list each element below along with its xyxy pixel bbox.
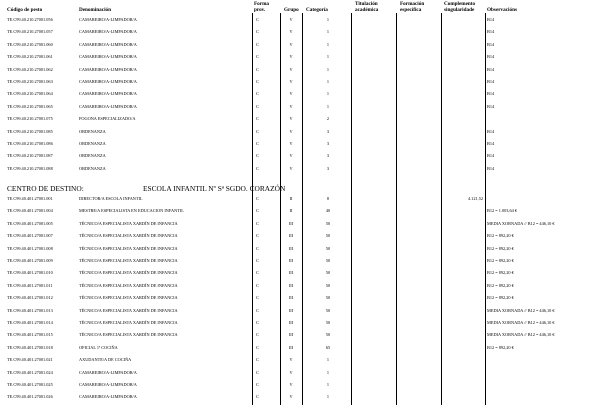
cell-grupo: V	[289, 66, 293, 72]
cell-denominacion: DIRECTOR/A ESCOLA INFANTIL	[79, 196, 143, 201]
header-categoria: Categoría	[306, 7, 328, 13]
cell-codigo: TE.C99.40.210.27001.075	[7, 116, 53, 122]
table-row	[0, 64, 615, 76]
table-row	[0, 267, 615, 279]
cell-codigo: TE.C99.40.401.27001.007	[7, 233, 53, 239]
cell-forma: C	[256, 282, 259, 288]
cell-codigo: TE.C99.40.401.27001.021	[7, 357, 53, 363]
cell-categoria: 50	[325, 258, 331, 263]
cell-grupo: III	[288, 307, 294, 313]
cell-observaciones: B14	[487, 165, 495, 171]
table-row	[0, 39, 615, 51]
cell-forma: C	[256, 258, 259, 263]
cell-grupo: III	[288, 245, 294, 251]
table-row	[0, 243, 615, 255]
cell-forma: C	[256, 320, 259, 325]
cell-codigo: TE.C99.40.401.27001.012	[7, 295, 53, 301]
cell-denominacion: TÉCNICO/A ESPECIALISTA XARDÍN DE INFANCIA	[79, 233, 178, 239]
cell-denominacion: CAMAREIRO/A-LIMPADOR/A	[79, 103, 137, 109]
cell-denominacion: CAMAREIRO/A-LIMPADOR/A	[79, 41, 137, 47]
cell-grupo: V	[289, 153, 293, 159]
cell-grupo: V	[289, 54, 293, 60]
header-denominacion: Denominación	[79, 7, 111, 13]
cell-denominacion: FOGONA ESPECIALIZADO/A	[79, 116, 136, 122]
cell-categoria: 50	[325, 307, 331, 313]
cell-codigo: TE.C99.40.210.27001.064	[7, 91, 53, 97]
cell-observaciones: B12 = 892,20 €	[487, 295, 514, 301]
cell-grupo: V	[289, 29, 293, 35]
cell-denominacion: ORDENANZA	[79, 128, 106, 134]
cell-grupo: III	[288, 282, 294, 288]
cell-codigo: TE.C99.40.210.27001.057	[7, 29, 53, 35]
cell-grupo: V	[289, 91, 293, 97]
cell-categoria: 1	[326, 41, 330, 47]
cell-grupo: III	[288, 270, 294, 276]
cell-denominacion: TÉCNICO/A ESPECIALISTA XARDÍN DE INFANCIA	[79, 220, 178, 226]
cell-observaciones: B14	[487, 29, 495, 35]
cell-forma: C	[256, 116, 259, 122]
cell-grupo: V	[289, 41, 293, 47]
cell-denominacion: ORDENANZA	[79, 141, 106, 146]
cell-denominacion: TÉCNICO/A ESPECIALISTA XARDÍN DE INFANCIA	[79, 307, 178, 313]
table-row	[0, 280, 615, 292]
cell-forma: C	[256, 332, 259, 338]
cell-denominacion: CAMAREIRO/A-LIMPADOR/A	[79, 91, 137, 97]
cell-codigo: TE.C99.40.210.27001.065	[7, 103, 53, 109]
cell-grupo: III	[288, 295, 294, 301]
cell-codigo: TE.C99.40.210.27001.063	[7, 79, 53, 84]
cell-forma: C	[256, 357, 259, 363]
table-row	[0, 113, 615, 125]
cell-categoria: 3	[326, 153, 330, 159]
cell-forma: C	[256, 128, 259, 134]
cell-codigo: TE.C99.40.401.27001.018	[7, 344, 53, 350]
cell-forma: C	[256, 220, 259, 226]
table-row	[0, 51, 615, 63]
cell-categoria: 3	[326, 141, 330, 146]
cell-forma: C	[256, 29, 259, 35]
cell-forma: C	[256, 66, 259, 72]
cell-grupo: III	[288, 332, 294, 338]
cell-denominacion: TÉCNICO/A ESPECIALISTA XARDÍN DE INFANCIA	[79, 320, 178, 325]
table-row	[0, 101, 615, 113]
cell-forma: C	[256, 79, 259, 84]
cell-forma: C	[256, 153, 259, 159]
cell-denominacion: CAMAREIRO/A-LIMPADOR/A	[79, 29, 137, 35]
cell-categoria: 1	[326, 29, 330, 35]
cell-codigo: TE.C99.40.401.27001.015	[7, 332, 53, 338]
cell-grupo: V	[289, 382, 293, 387]
header-formacion: Formación específica	[400, 1, 425, 13]
table-row	[0, 76, 615, 88]
cell-codigo: TE.C99.40.401.27001.010	[7, 270, 53, 276]
cell-denominacion: CAMAREIRO/A-LIMPADOR/A	[79, 66, 137, 72]
cell-codigo: TE.C99.40.210.27001.062	[7, 66, 53, 72]
cell-denominacion: TÉCNICO/A ESPECIALISTA XARDÍN DE INFANCIA	[79, 282, 178, 288]
cell-codigo: TE.C99.40.401.27001.001	[7, 196, 53, 201]
cell-observaciones: B14	[487, 79, 495, 84]
cell-forma: C	[256, 103, 259, 109]
table-row	[0, 218, 615, 230]
table-row	[0, 138, 615, 150]
cell-codigo: TE.C99.40.210.27001.085	[7, 128, 53, 134]
cell-codigo: TE.C99.40.210.27001.056	[7, 17, 53, 22]
cell-forma: C	[256, 91, 259, 97]
table-row	[0, 305, 615, 317]
cell-observaciones: MEDIA XORNADA // B12 = 446,10 €	[487, 307, 555, 313]
cell-codigo: TE.C99.40.401.27001.025	[7, 382, 53, 387]
cell-observaciones: B12 = 892,20 €	[487, 245, 514, 251]
cell-denominacion: CAMAREIRO/A-LIMPADOR/A	[79, 54, 137, 60]
cell-grupo: III	[288, 344, 294, 350]
cell-grupo: V	[289, 165, 293, 171]
cell-observaciones: MEDIA XORNADA // B12 = 446,10 €	[487, 332, 555, 338]
cell-codigo: TE.C99.40.401.27001.004	[7, 208, 53, 214]
cell-forma: C	[256, 344, 259, 350]
cell-grupo: V	[289, 357, 293, 363]
cell-categoria: 50	[325, 282, 331, 288]
cell-observaciones: B12 = 892,20 €	[487, 258, 514, 263]
cell-codigo: TE.C99.40.401.27001.013	[7, 307, 53, 313]
cell-categoria: 1	[326, 91, 330, 97]
cell-observaciones: MEDIA XORNADA // B12 = 446,10 €	[487, 320, 555, 325]
cell-categoria: 50	[325, 332, 331, 338]
cell-categoria: 50	[325, 270, 331, 276]
cell-categoria: 1	[326, 394, 330, 400]
cell-codigo: TE.C99.40.401.27001.011	[7, 282, 53, 288]
cell-grupo: V	[289, 394, 293, 400]
cell-forma: C	[256, 270, 259, 276]
cell-codigo: TE.C99.40.401.27001.026	[7, 394, 53, 400]
cell-denominacion: CAMAREIRO/A-LIMPADOR/A	[79, 382, 137, 387]
cell-forma: C	[256, 141, 259, 146]
cell-denominacion: CAMAREIRO/A-LIMPADOR/A	[79, 17, 137, 22]
cell-observaciones: B14	[487, 153, 495, 159]
cell-observaciones: B14	[487, 66, 495, 72]
cell-observaciones: B12 = 892,20 €	[487, 233, 514, 239]
cell-observaciones: B14	[487, 17, 495, 22]
cell-observaciones: B14	[487, 41, 495, 47]
cell-categoria: 1	[326, 66, 330, 72]
cell-codigo: TE.C99.40.210.27001.087	[7, 153, 53, 159]
cell-observaciones: B14	[487, 141, 495, 146]
cell-complemento: 4.121,52	[467, 196, 483, 201]
cell-forma: C	[256, 233, 259, 239]
table-row	[0, 379, 615, 391]
cell-denominacion: AXUDANTE/A DE COCIÑA	[79, 357, 132, 363]
cell-codigo: TE.C99.40.401.27001.008	[7, 245, 53, 251]
table-row	[0, 14, 615, 26]
cell-categoria: 3	[326, 165, 330, 171]
cell-observaciones: B12 = 892,20 €	[487, 270, 514, 276]
cell-codigo: TE.C99.40.401.27001.009	[7, 258, 53, 263]
cell-observaciones: B14	[487, 54, 495, 60]
cell-codigo: TE.C99.40.210.27001.061	[7, 54, 53, 60]
cell-categoria: 3	[326, 128, 330, 134]
header-codigo: Código de pesto	[7, 7, 43, 13]
table-row	[0, 391, 615, 403]
cell-forma: C	[256, 245, 259, 251]
header-grupo: Grupo	[284, 7, 299, 13]
cell-forma: C	[256, 41, 259, 47]
cell-grupo: V	[289, 79, 293, 84]
cell-forma: C	[256, 208, 259, 214]
cell-codigo: TE.C99.40.210.27001.086	[7, 141, 53, 146]
cell-observaciones: B14	[487, 128, 495, 134]
header-observaciones: Observacións	[487, 7, 517, 13]
table-row	[0, 342, 615, 354]
cell-forma: C	[256, 54, 259, 60]
cell-observaciones: B12 = 892,20 €	[487, 282, 514, 288]
cell-denominacion: TÉCNICO/A ESPECIALISTA XARDÍN DE INFANCIA	[79, 270, 178, 276]
cell-denominacion: CAMAREIRO/A-LIMPADOR/A	[79, 369, 137, 375]
cell-grupo: V	[289, 103, 293, 109]
cell-grupo: III	[288, 233, 294, 239]
cell-forma: C	[256, 165, 259, 171]
cell-observaciones: MEDIA XORNADA // B12 = 446,10 €	[487, 220, 555, 226]
cell-categoria: 50	[325, 320, 331, 325]
centro-destino-value: ESCOLA INFANTIL Nº Sª SGDO. CORAZÓN	[143, 184, 286, 193]
cell-categoria: 50	[325, 295, 331, 301]
cell-grupo: II	[289, 208, 293, 214]
cell-denominacion: OFICIAL 1ª COCIÑA	[79, 344, 118, 350]
cell-categoria: 50	[325, 245, 331, 251]
cell-denominacion: TÉCNICO/A ESPECIALISTA XARDÍN DE INFANCIA	[79, 332, 178, 338]
cell-forma: C	[256, 196, 259, 201]
cell-grupo: III	[288, 320, 294, 325]
cell-denominacion: ORDENANZA	[79, 165, 106, 171]
table-row	[0, 150, 615, 162]
cell-grupo: III	[288, 220, 294, 226]
cell-grupo: V	[289, 128, 293, 134]
cell-categoria: 1	[326, 79, 330, 84]
table-row	[0, 126, 615, 138]
table-row	[0, 292, 615, 304]
cell-codigo: TE.C99.40.210.27001.060	[7, 41, 53, 47]
table-row	[0, 354, 615, 366]
cell-categoria: 50	[325, 220, 331, 226]
table-row	[0, 367, 615, 379]
table-row	[0, 26, 615, 38]
cell-denominacion: CAMAREIRO/A-LIMPADOR/A	[79, 79, 137, 84]
table-row	[0, 230, 615, 242]
cell-grupo: II	[289, 196, 293, 201]
cell-grupo: III	[288, 258, 294, 263]
cell-denominacion: TÉCNICO/A ESPECIALISTA XARDÍN DE INFANCIA	[79, 258, 178, 263]
table-row	[0, 329, 615, 341]
table-row	[0, 317, 615, 329]
cell-denominacion: ORDENANZA	[79, 153, 106, 159]
cell-denominacion: TÉCNICO/A ESPECIALISTA XARDÍN DE INFANCIA	[79, 245, 178, 251]
cell-categoria: 2	[326, 116, 330, 122]
cell-categoria: 65	[325, 344, 331, 350]
cell-categoria: 1	[326, 369, 330, 375]
header-forma: Forma prov.	[254, 1, 269, 13]
cell-categoria: 1	[326, 357, 330, 363]
table-row	[0, 205, 615, 217]
table-row	[0, 163, 615, 175]
cell-observaciones: B12 = 892,20 €	[487, 344, 514, 350]
cell-categoria: 50	[325, 233, 331, 239]
cell-forma: C	[256, 17, 259, 22]
header-titulacion: Titulación académica	[355, 1, 379, 13]
cell-codigo: TE.C99.40.210.27001.088	[7, 165, 53, 171]
centro-destino-label: CENTRO DE DESTINO:	[7, 184, 84, 193]
cell-denominacion: CAMAREIRO/A-LIMPADOR/A	[79, 394, 137, 400]
cell-grupo: V	[289, 116, 293, 122]
cell-categoria: 40	[325, 208, 331, 214]
cell-codigo: TE.C99.40.401.27001.014	[7, 320, 53, 325]
cell-codigo: TE.C99.40.401.27001.024	[7, 369, 53, 375]
cell-forma: C	[256, 394, 259, 400]
cell-categoria: 1	[326, 54, 330, 60]
cell-grupo: V	[289, 369, 293, 375]
cell-denominacion: MESTRE/A ESPECIALISTA EN EDUCACION INFANTIL	[79, 208, 184, 214]
cell-categoria: 1	[326, 103, 330, 109]
cell-observaciones: B14	[487, 91, 495, 97]
cell-forma: C	[256, 382, 259, 387]
cell-forma: C	[256, 369, 259, 375]
cell-grupo: V	[289, 141, 293, 146]
header-complemento: Complemento singularidade	[444, 1, 476, 13]
cell-forma: C	[256, 295, 259, 301]
table-row	[0, 193, 615, 205]
table-row	[0, 88, 615, 100]
cell-grupo: V	[289, 17, 293, 22]
cell-categoria: 8	[326, 196, 330, 201]
table-row	[0, 255, 615, 267]
cell-forma: C	[256, 307, 259, 313]
cell-observaciones: B12 = 1.003,64 €	[487, 208, 517, 214]
cell-categoria: 1	[326, 17, 330, 22]
cell-codigo: TE.C99.40.401.27001.005	[7, 220, 53, 226]
cell-categoria: 1	[326, 382, 330, 387]
cell-observaciones: B14	[487, 103, 495, 109]
cell-denominacion: TÉCNICO/A ESPECIALISTA XARDÍN DE INFANCIA	[79, 295, 178, 301]
